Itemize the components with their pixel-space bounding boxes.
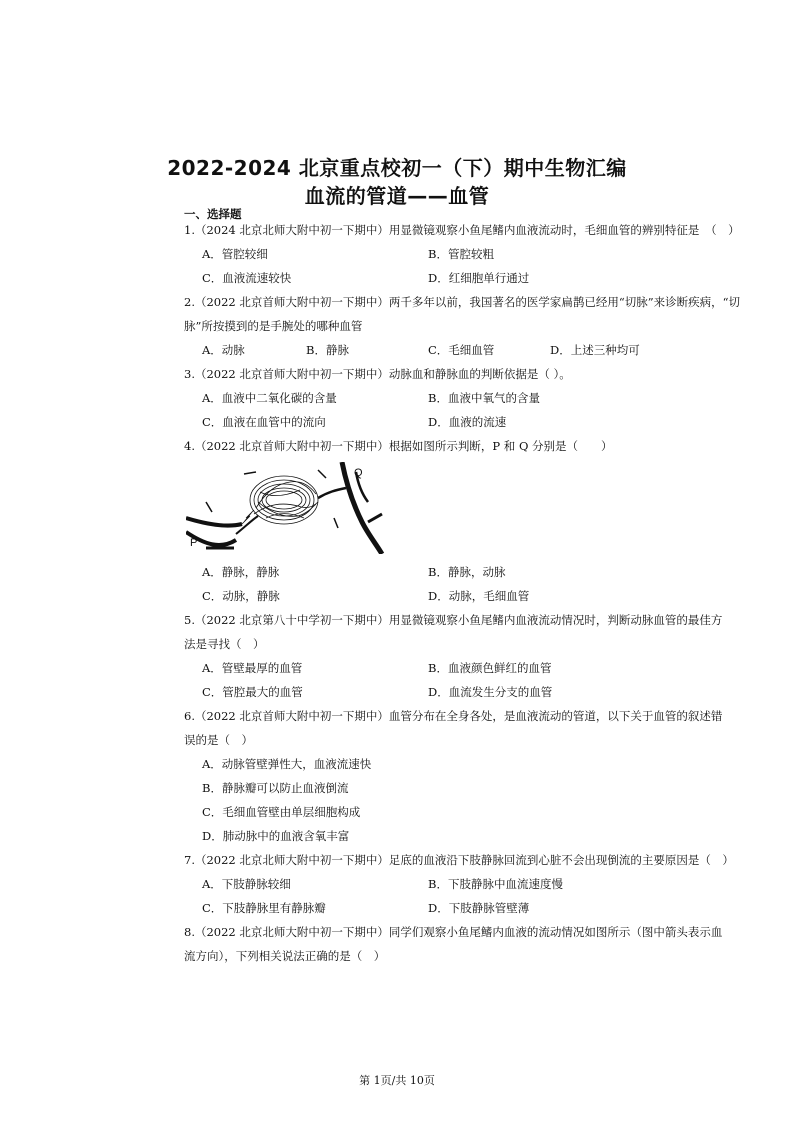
figure-label-q: Q (354, 467, 363, 479)
question-2-option-b: B．静脉 (306, 343, 349, 357)
question-5-option-c: C．管腔最大的血管 (202, 685, 303, 699)
question-5-option-b: B．血液颜色鲜红的血管 (428, 661, 552, 675)
figure-label-p: P (190, 537, 198, 549)
question-1-option-d: D．红细胞单行通过 (428, 271, 530, 285)
question-8-stem-cont: 流方向），下列相关说法正确的是（ ） (184, 949, 386, 963)
page-title: 2022-2024 北京重点校初一（下）期中生物汇编 (167, 156, 627, 180)
question-8-stem: 8.（2022 北京北师大附中初一下期中）同学们观察小鱼尾鳍内血液的流动情况如图所示（图中箭头表示血 (184, 925, 723, 939)
question-6-stem: 6.（2022 北京首师大附中初一下期中）血管分布在全身各处，是血液流动的管道，以下关于血管的叙述错 (184, 709, 723, 723)
question-3-option-b: B．血液中氧气的含量 (428, 391, 540, 405)
question-5-stem: 5.（2022 北京第八十中学初一下期中）用显微镜观察小鱼尾鳍内血液流动情况时，判断动脉血管的最佳方 (184, 613, 723, 627)
question-1-option-b: B．管腔较粗 (428, 247, 494, 261)
question-6-stem-cont: 误的是（ ） (184, 733, 253, 747)
question-2-option-d: D．上述三种均可 (550, 343, 640, 357)
page-footer: 第 1页/共 10页 (359, 1074, 435, 1087)
question-6-option-a: A．动脉管壁弹性大，血液流速快 (202, 757, 372, 771)
question-4-option-c: C．动脉，静脉 (202, 589, 280, 603)
question-7-option-c: C．下肢静脉里有静脉瓣 (202, 901, 326, 915)
section-heading: 一、选择题 (184, 207, 242, 221)
blood-vessel-figure (186, 462, 386, 554)
question-6-option-c: C．毛细血管壁由单层细胞构成 (202, 805, 361, 819)
question-7-stem: 7.（2022 北京北师大附中初一下期中）足底的血液沿下肢静脉回流到心脏不会出现倒流的主要原因是（ ） (184, 853, 734, 867)
question-3-option-d: D．血液的流速 (428, 415, 507, 429)
question-2-stem: 2.（2022 北京首师大附中初一下期中）两千多年以前，我国著名的医学家扁鹊已经用“切脉”来诊断疾病，“切 (184, 295, 741, 309)
question-1-option-c: C．血液流速较快 (202, 271, 292, 285)
question-7-option-a: A．下肢静脉较细 (202, 877, 291, 891)
question-3-stem: 3.（2022 北京首师大附中初一下期中）动脉血和静脉血的判断依据是（ ）。 (184, 367, 571, 381)
page-subtitle: 血流的管道——血管 (304, 184, 490, 208)
question-1-option-a: A．管腔较细 (202, 247, 268, 261)
question-4-option-b: B．静脉，动脉 (428, 565, 506, 579)
question-5-option-d: D．血流发生分支的血管 (428, 685, 553, 699)
question-6-option-b: B．静脉瓣可以防止血液倒流 (202, 781, 349, 795)
question-7-option-d: D．下肢静脉管壁薄 (428, 901, 530, 915)
question-2-option-a: A．动脉 (202, 343, 245, 357)
question-6-option-d: D．肺动脉中的血液含氧丰富 (202, 829, 350, 843)
question-3-option-a: A．血液中二氧化碳的含量 (202, 391, 337, 405)
question-4-option-d: D．动脉，毛细血管 (428, 589, 530, 603)
question-1-stem: 1.（2024 北京北师大附中初一下期中）用显微镜观察小鱼尾鳍内血液流动时，毛细血管的辨别特征是 （ ） (184, 223, 740, 237)
question-2-option-c: C．毛细血管 (428, 343, 495, 357)
question-7-option-b: B．下肢静脉中血流速度慢 (428, 877, 563, 891)
question-4-option-a: A．静脉，静脉 (202, 565, 280, 579)
question-5-option-a: A．管壁最厚的血管 (202, 661, 303, 675)
question-3-option-c: C．血液在血管中的流向 (202, 415, 326, 429)
question-4-stem: 4.（2022 北京首师大附中初一下期中）根据如图所示判断，P 和 Q 分别是（ ） (184, 439, 613, 453)
question-5-stem-cont: 法是寻找（ ） (184, 637, 265, 651)
question-2-stem-cont: 脉”所按摸到的是手腕处的哪种血管 (184, 319, 363, 333)
